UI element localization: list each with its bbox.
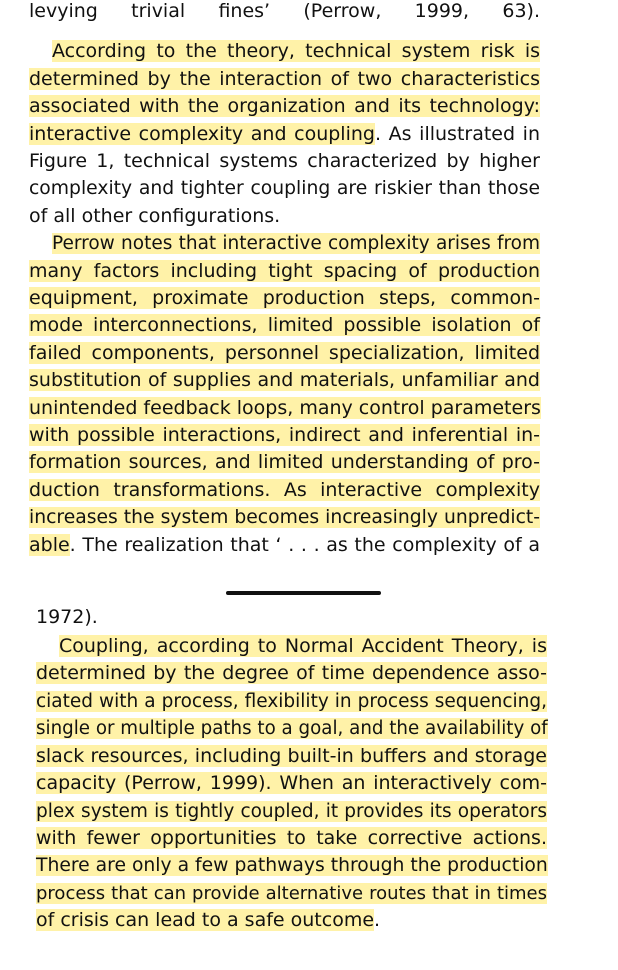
- text-line: [29, 312, 540, 339]
- highlighted-text: with fewer opportunities to take corrective actions.: [36, 827, 547, 849]
- text-line: [29, 121, 540, 148]
- highlighted-text: single or multiple paths to a goal, and the availability of: [36, 718, 548, 739]
- text-line: [36, 770, 547, 797]
- text-line: [29, 449, 540, 476]
- text-line: [29, 532, 540, 559]
- text-line: [29, 395, 540, 422]
- highlighted-text: failed components, personnel specialization, limited: [29, 342, 540, 364]
- highlighted-text: equipment, proximate production steps, common-: [29, 287, 540, 309]
- text-line: [29, 340, 540, 367]
- text-line: [29, 0, 540, 25]
- drag-handle[interactable]: [226, 591, 381, 595]
- text-line: [36, 907, 547, 934]
- text-run: of all other configurations.: [29, 205, 281, 227]
- text-line: [29, 477, 540, 504]
- text-line: [36, 660, 547, 687]
- text-run: .: [374, 909, 381, 931]
- text-line: [29, 367, 540, 394]
- highlighted-text: associated with the organization and its technology:: [29, 95, 540, 117]
- text-run: Figure 1, technical systems characterized by higher: [29, 150, 540, 172]
- text-line: [29, 203, 540, 230]
- highlighted-text: Perrow notes that interactive complexity arises from: [52, 233, 540, 254]
- text-line: [36, 604, 547, 631]
- highlighted-text: According to the theory, technical system risk is: [52, 40, 540, 62]
- text-line: [29, 230, 540, 257]
- highlighted-text: substitution of supplies and materials, unfamiliar and: [29, 369, 540, 391]
- text-line: [36, 880, 547, 907]
- highlighted-text: many factors including tight spacing of production: [29, 260, 540, 282]
- text-line: [36, 798, 547, 825]
- highlighted-text: unintended feedback loops, many control parameters: [29, 397, 541, 419]
- text-line: [29, 258, 540, 285]
- highlighted-text: slack resources, including built-in buffers and storage: [36, 745, 547, 767]
- highlighted-text: determined by the interaction of two characteristics: [29, 68, 540, 90]
- text-run: . The realization that ‘ . . . as the complexity of a: [69, 534, 540, 556]
- text-run: complexity and tighter coupling are riskier than those: [29, 178, 540, 199]
- text-line: [36, 633, 547, 660]
- text-line: [36, 688, 547, 715]
- highlighted-text: There are only a few pathways through the production: [36, 855, 548, 876]
- text-line: [29, 66, 540, 93]
- highlighted-text: increases the system becomes increasingly unpredict-: [29, 507, 540, 528]
- text-run: 1972).: [36, 606, 98, 628]
- cut-off-text-line: [36, 941, 547, 946]
- text-line: [29, 93, 540, 120]
- highlighted-text: able: [29, 534, 70, 556]
- text-run: levying trivial fines’ (Perrow, 1999, 63).: [29, 0, 540, 22]
- text-line: [29, 148, 540, 175]
- bottom-excerpt: [0, 604, 618, 946]
- text-line: [36, 852, 547, 879]
- cut-off-text-line: [29, 566, 540, 571]
- text-line: [29, 422, 540, 449]
- text-run: . As illustrated in: [374, 123, 540, 145]
- text-line: [29, 175, 540, 202]
- highlighted-text: with possible interactions, indirect and inferential in-: [29, 424, 540, 446]
- text-line: [29, 38, 540, 65]
- text-line: [29, 285, 540, 312]
- highlighted-text: duction transformations. As interactive complexity: [29, 479, 540, 501]
- highlighted-text: capacity (Perrow, 1999). When an interactively com-: [36, 772, 547, 794]
- text-line: [36, 825, 547, 852]
- highlighted-text: plex system is tightly coupled, it provides its operators: [36, 801, 547, 822]
- highlighted-text: formation sources, and limited understanding of pro-: [29, 451, 540, 473]
- text-line: [29, 504, 540, 531]
- highlighted-text: ciated with a process, flexibility in process sequencing,: [36, 691, 547, 712]
- highlighted-text: interactive complexity and coupling: [29, 123, 375, 145]
- highlighted-text: process that can provide alternative routes that in times: [36, 883, 547, 904]
- highlighted-text: of crisis can lead to a safe outcome: [36, 909, 375, 931]
- text-line: [36, 743, 547, 770]
- highlighted-text: determined by the degree of time dependence asso-: [36, 662, 547, 684]
- highlighted-text: mode interconnections, limited possible isolation of: [29, 314, 540, 336]
- highlighted-text: Coupling, according to Normal Accident Theory, is: [59, 635, 547, 657]
- text-line: [36, 715, 547, 742]
